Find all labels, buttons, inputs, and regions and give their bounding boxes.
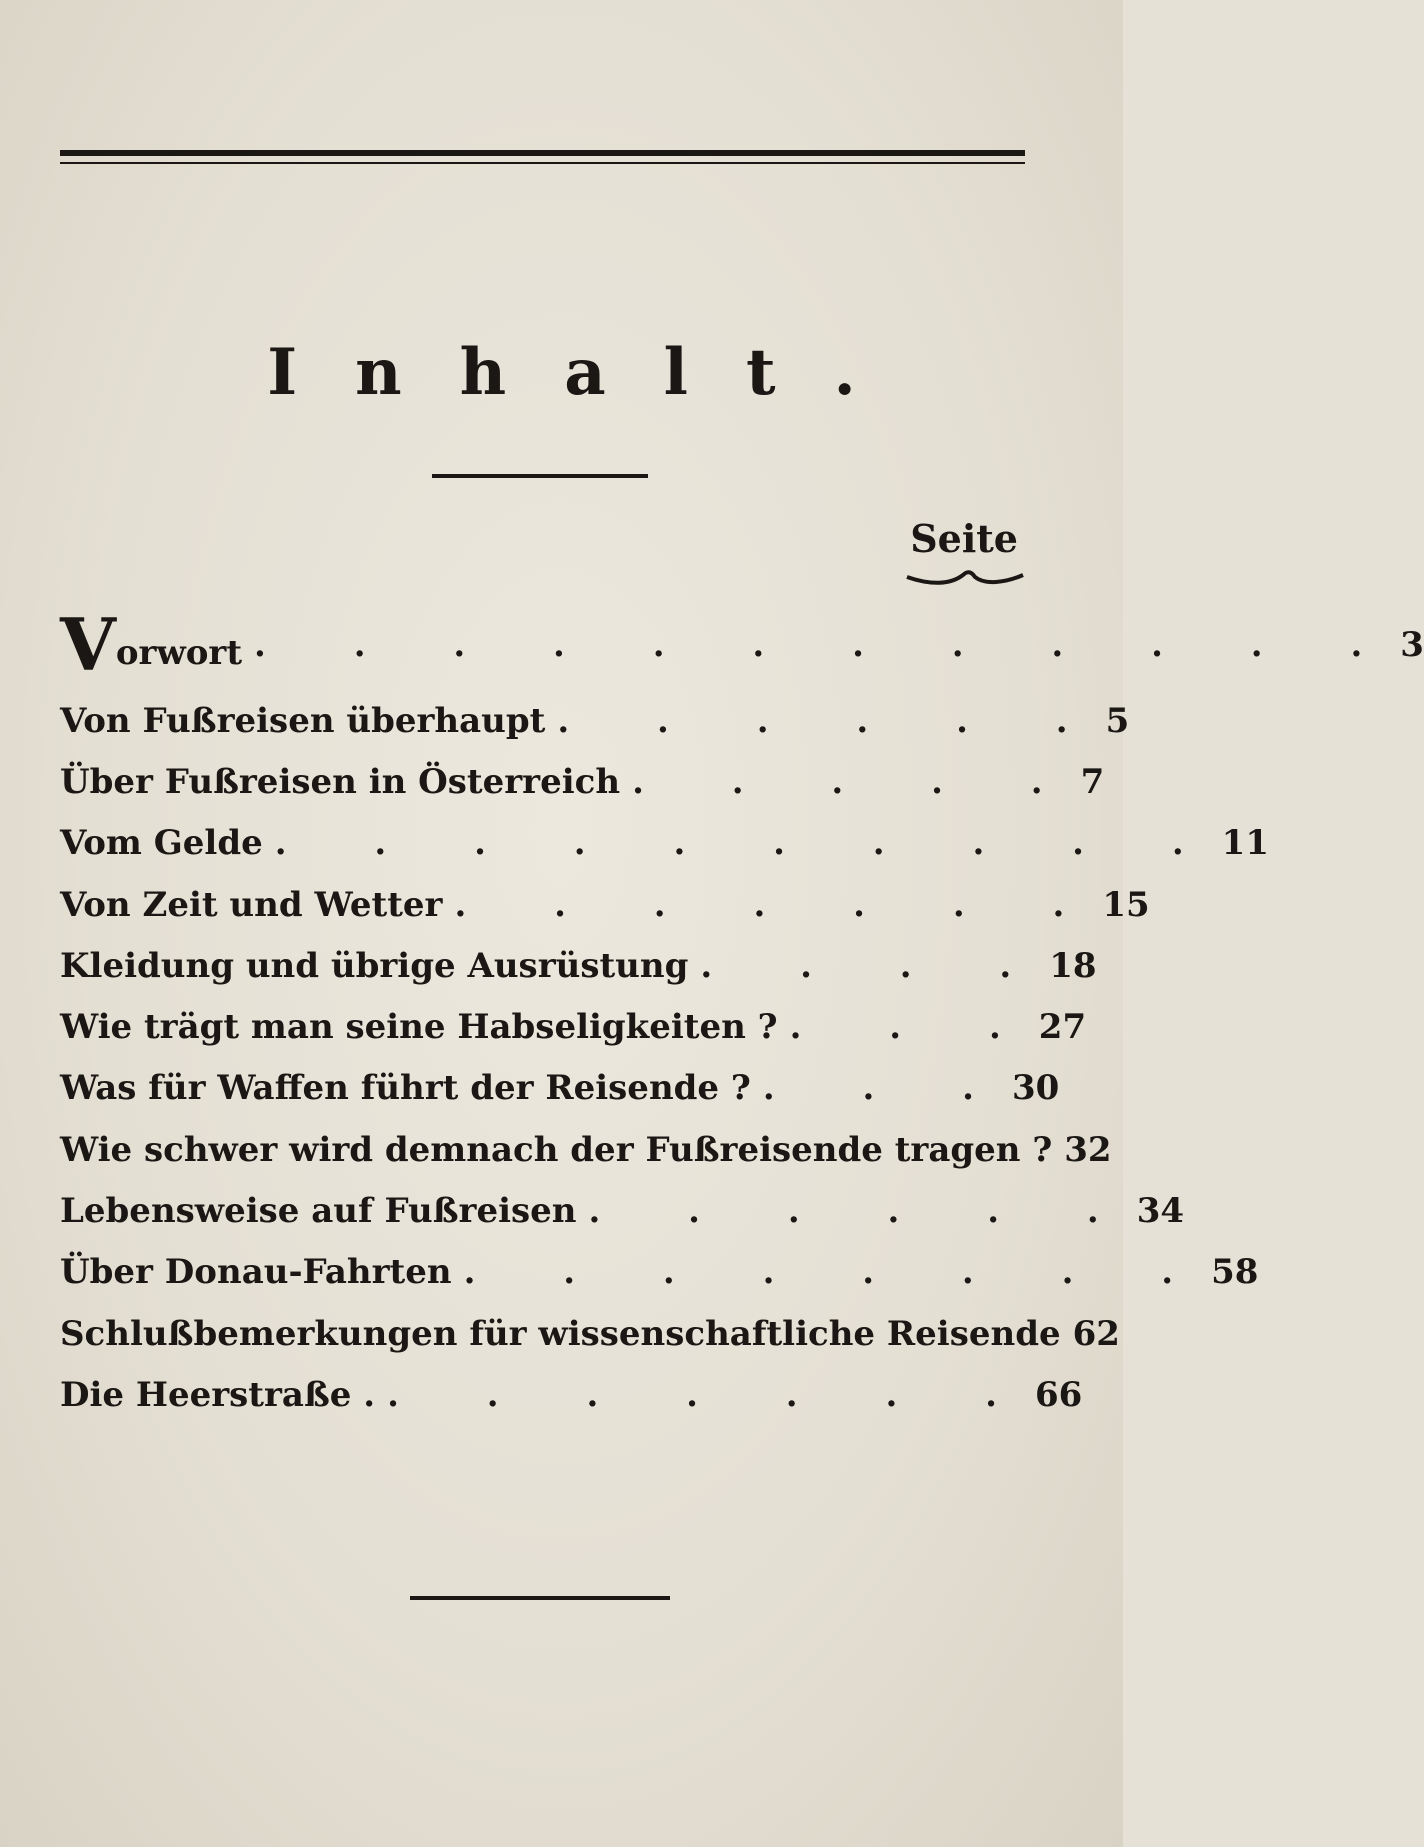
toc-page-number: 7: [1080, 761, 1105, 802]
toc-entry[interactable]: [60, 1180, 1185, 1241]
toc-entry-title: Vorwort: [60, 602, 243, 687]
toc-page-number: 3: [1400, 625, 1424, 665]
toc-entry[interactable]: [60, 996, 1087, 1057]
toc-entry[interactable]: [60, 813, 1269, 874]
toc-entry-title: Von Fußreisen überhaupt: [60, 700, 546, 741]
toc-entry-title: Schlußbemerkungen für wissenschaftliche Reisende: [60, 1313, 1061, 1354]
swash-ornament: [905, 565, 1025, 587]
page-column-label: Seite: [910, 516, 1018, 561]
toc-entry[interactable]: [60, 1303, 1120, 1364]
page-title: Inhalt.: [267, 335, 914, 410]
toc-page-number: 15: [1102, 884, 1150, 925]
leader-dots: . . . . . . .: [454, 884, 1103, 925]
toc-entry[interactable]: [60, 751, 1105, 812]
top-rule-thin: [60, 162, 1025, 164]
toc-entry-title: Über Donau-Fahrten: [60, 1252, 452, 1293]
toc-entry-title: Was für Waffen führt der Reisende ?: [60, 1068, 751, 1109]
leader-dots: . . .: [789, 1007, 1039, 1048]
toc-page-number: 27: [1038, 1007, 1087, 1048]
toc-entry-title: Wie schwer wird demnach der Fußreisende tragen ?: [60, 1129, 1053, 1170]
leader-dots: . . . . . . .: [387, 1374, 1035, 1415]
toc-page-number: 32: [1064, 1129, 1112, 1170]
toc-entry-title: Über Fußreisen in Österreich: [60, 761, 621, 802]
toc-entry[interactable]: [60, 1119, 1112, 1180]
top-rule-thick: [60, 150, 1025, 156]
toc-page-number: 62: [1072, 1313, 1120, 1354]
toc-entry-title: Vom Gelde: [60, 823, 263, 864]
title-divider: [432, 474, 648, 478]
toc-page-number: 34: [1136, 1191, 1185, 1232]
leader-dots: . . . . . . . . . . . .: [254, 625, 1401, 665]
leader-dots: . . . . . .: [557, 700, 1106, 741]
toc-page-number: 18: [1049, 945, 1097, 986]
toc-entry-title: Kleidung und übrige Ausrüstung: [60, 945, 689, 986]
dropcap: V: [60, 602, 116, 687]
toc-page-number: 5: [1105, 700, 1130, 741]
toc-page-number: 58: [1211, 1252, 1259, 1293]
leader-dots: . . . . .: [632, 761, 1081, 802]
toc-entry[interactable]: [60, 874, 1150, 935]
toc-entry[interactable]: [60, 1364, 1083, 1425]
bottom-divider: [410, 1596, 670, 1600]
toc-entry-title: Von Zeit und Wetter: [60, 884, 443, 925]
toc-page-number: 30: [1012, 1068, 1060, 1109]
toc-entry-title: Die Heerstraße .: [60, 1374, 376, 1415]
toc-page-number: 11: [1221, 823, 1269, 864]
table-of-contents: [60, 600, 1424, 1426]
leader-dots: . . . . . .: [588, 1191, 1137, 1232]
toc-entry[interactable]: [60, 690, 1130, 751]
leader-dots: . . .: [762, 1068, 1013, 1109]
leader-dots: . . . . . . . . . .: [274, 823, 1222, 864]
toc-entry[interactable]: [60, 600, 1424, 690]
toc-entry-title: Lebensweise auf Fußreisen: [60, 1191, 577, 1232]
leader-dots: . . . .: [700, 945, 1050, 986]
toc-entry-title: Wie trägt man seine Habseligkeiten ?: [60, 1007, 778, 1048]
toc-entry[interactable]: [60, 935, 1097, 996]
toc-entry[interactable]: [60, 1058, 1060, 1119]
toc-entry[interactable]: [60, 1242, 1259, 1303]
toc-page-number: 66: [1035, 1374, 1083, 1415]
leader-dots: . . . . . . . .: [463, 1252, 1212, 1293]
